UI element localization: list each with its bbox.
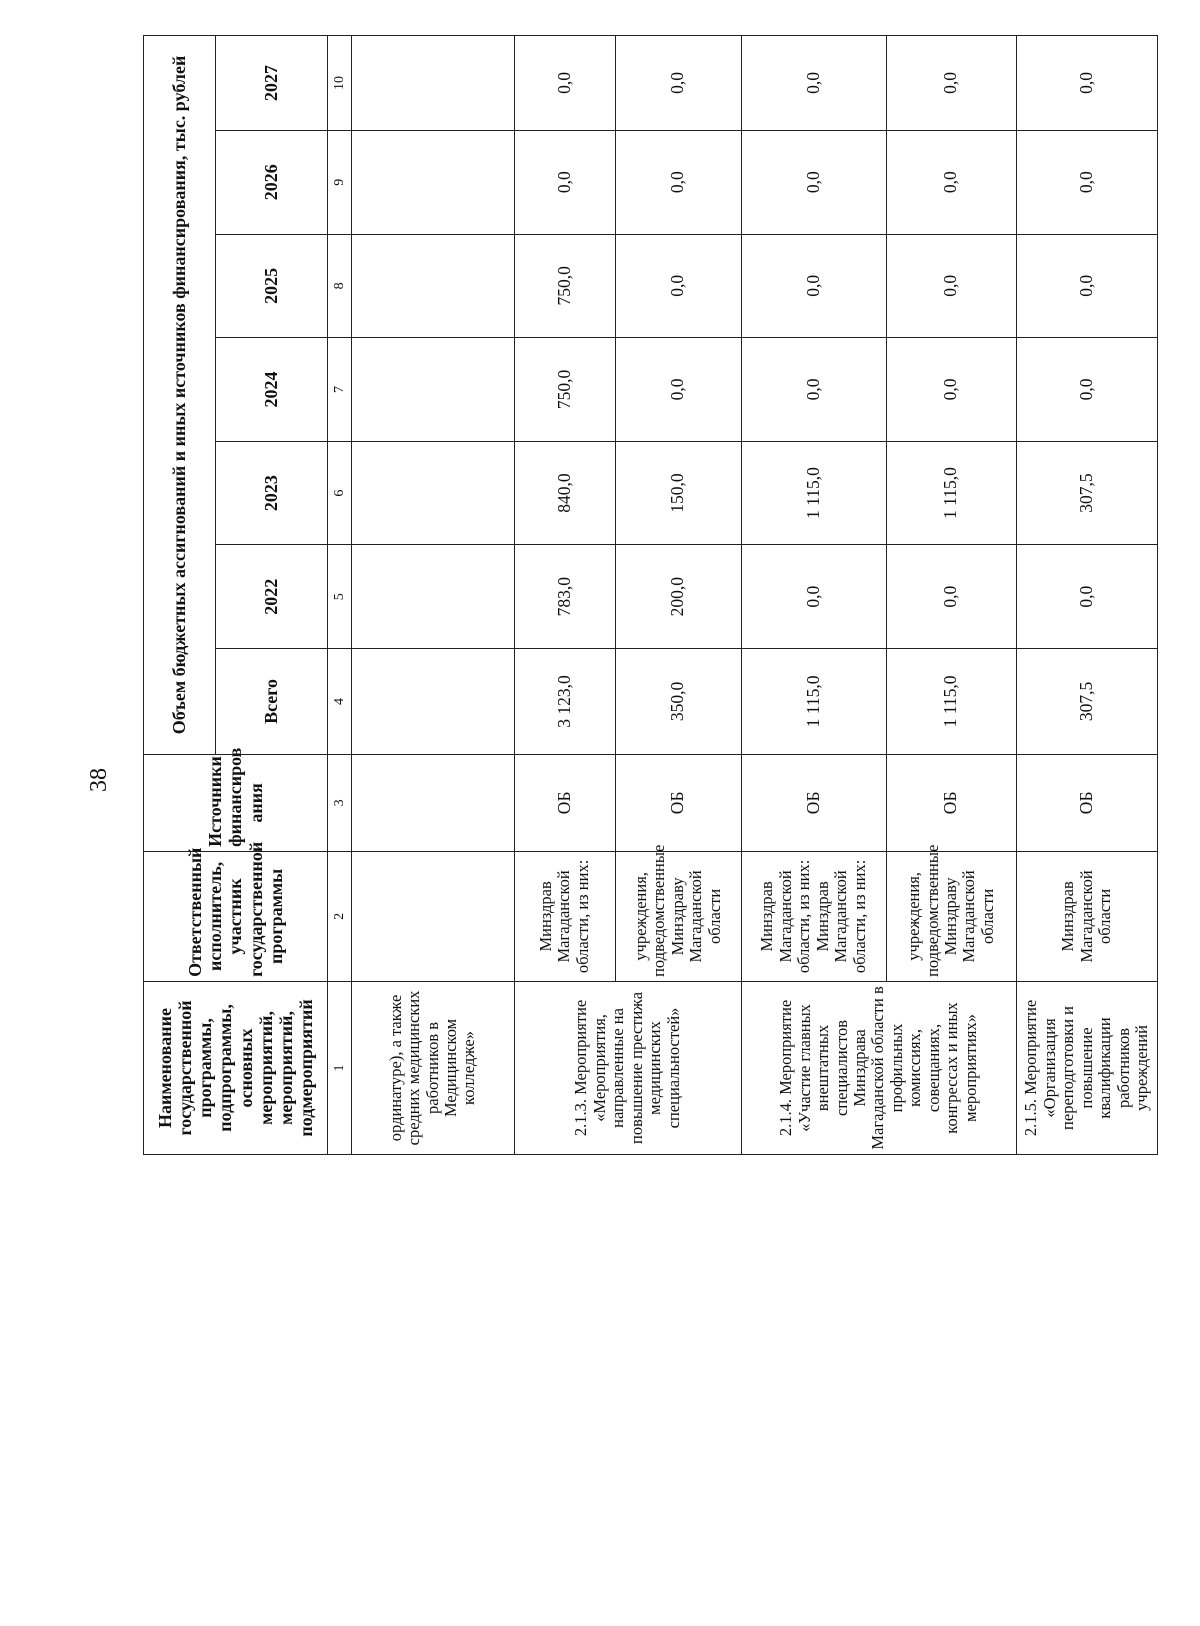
row-value — [351, 441, 514, 545]
row-value — [351, 234, 514, 338]
column-number: 5 — [328, 545, 352, 649]
row-value: 307,5 — [1016, 649, 1157, 755]
row-source: ОБ — [886, 754, 1016, 851]
column-number: 2 — [328, 851, 352, 981]
row-value: 200,0 — [615, 545, 741, 649]
header-year: 2025 — [216, 234, 328, 338]
row-value: 0,0 — [741, 130, 886, 234]
header-name: Наименование государственной программы, подпрограммы, основных мероприятий, мероприятий, подмероприятий — [144, 981, 328, 1154]
row-executor: Минздрав Магаданской области — [1016, 851, 1157, 981]
row-value: 0,0 — [741, 234, 886, 338]
row-value — [351, 130, 514, 234]
row-value: 0,0 — [741, 36, 886, 131]
column-number: 9 — [328, 130, 352, 234]
row-value: 1 115,0 — [886, 441, 1016, 545]
row-value: 307,5 — [1016, 441, 1157, 545]
row-value: 0,0 — [886, 130, 1016, 234]
row-source: ОБ — [741, 754, 886, 851]
row-executor: Минздрав Магаданской области, из них: — [514, 851, 615, 981]
row-value: 783,0 — [514, 545, 615, 649]
row-value: 0,0 — [615, 130, 741, 234]
row-value: 0,0 — [741, 545, 886, 649]
row-value: 0,0 — [1016, 545, 1157, 649]
row-value: 750,0 — [514, 338, 615, 442]
row-executor: учреждения, подведомственные Минздраву Магаданской области — [886, 851, 1016, 981]
row-value: 0,0 — [615, 338, 741, 442]
row-value: 0,0 — [741, 338, 886, 442]
row-value — [351, 36, 514, 131]
row-value: 0,0 — [615, 234, 741, 338]
row-value: 0,0 — [615, 36, 741, 131]
row-value: 0,0 — [886, 36, 1016, 131]
column-number: 3 — [328, 754, 352, 851]
row-value: 0,0 — [514, 36, 615, 131]
row-source: ОБ — [1016, 754, 1157, 851]
row-value: 1 115,0 — [741, 441, 886, 545]
column-number: 8 — [328, 234, 352, 338]
header-funding-group: Объем бюджетных ассигнований и иных источников финансирования, тыс. рублей — [144, 36, 216, 755]
column-numbers-row — [328, 36, 352, 1155]
header-row-1 — [144, 36, 216, 1155]
row-value: 3 123,0 — [514, 649, 615, 755]
header-year: 2023 — [216, 441, 328, 545]
row-value — [351, 545, 514, 649]
row-value — [351, 649, 514, 755]
row-value: 0,0 — [886, 234, 1016, 338]
column-number: 10 — [328, 36, 352, 131]
row-source — [351, 754, 514, 851]
row-name: 2.1.4. Мероприятие «Участие главных внештатных специалистов Минздрава Магаданской области в профильных комиссиях, совещаниях, конгрессах и иных мероприятиях» — [741, 981, 1016, 1154]
row-value: 1 115,0 — [741, 649, 886, 755]
row-value: 0,0 — [1016, 36, 1157, 131]
row-name: 2.1.5. Мероприятие «Организация переподготовки и повышение квалификации работников учреждений — [1016, 981, 1157, 1154]
header-year: 2026 — [216, 130, 328, 234]
header-total: Всего — [216, 649, 328, 755]
column-number: 7 — [328, 338, 352, 442]
row-name: ординатуре), а также средних медицинских работников в Медицинском колледже» — [351, 981, 514, 1154]
page-number: 38 — [86, 768, 112, 792]
row-name: 2.1.3. Мероприятие «Мероприятия, направленные на повышение престижа медицинских специальностей» — [514, 981, 741, 1154]
row-value: 1 115,0 — [886, 649, 1016, 755]
header-year: 2022 — [216, 545, 328, 649]
row-value: 0,0 — [1016, 130, 1157, 234]
table-row — [514, 36, 615, 1155]
row-value: 750,0 — [514, 234, 615, 338]
row-value — [351, 338, 514, 442]
header-executor: Ответственный исполнитель, участник государственной программы — [144, 851, 328, 981]
budget-table-rotated — [143, 35, 1158, 1155]
row-value: 0,0 — [514, 130, 615, 234]
row-value: 0,0 — [886, 338, 1016, 442]
row-value: 350,0 — [615, 649, 741, 755]
header-source: Источники финансиров ания — [144, 754, 328, 851]
table-row — [351, 36, 514, 1155]
header-year: 2024 — [216, 338, 328, 442]
row-value: 150,0 — [615, 441, 741, 545]
row-value: 0,0 — [1016, 338, 1157, 442]
row-executor: учреждения, подведомственные Минздраву Магаданской области — [615, 851, 741, 981]
row-value: 0,0 — [1016, 234, 1157, 338]
table-row — [741, 36, 886, 1155]
row-source: ОБ — [514, 754, 615, 851]
table-row — [1016, 36, 1157, 1155]
column-number: 1 — [328, 981, 352, 1154]
column-number: 6 — [328, 441, 352, 545]
row-source: ОБ — [615, 754, 741, 851]
row-executor — [351, 851, 514, 981]
row-executor: Минздрав Магаданской области, из них: Минздрав Магаданской области, из них: — [741, 851, 886, 981]
header-year: 2027 — [216, 36, 328, 131]
column-number: 4 — [328, 649, 352, 755]
row-value: 0,0 — [886, 545, 1016, 649]
row-value: 840,0 — [514, 441, 615, 545]
budget-table — [143, 35, 1158, 1155]
